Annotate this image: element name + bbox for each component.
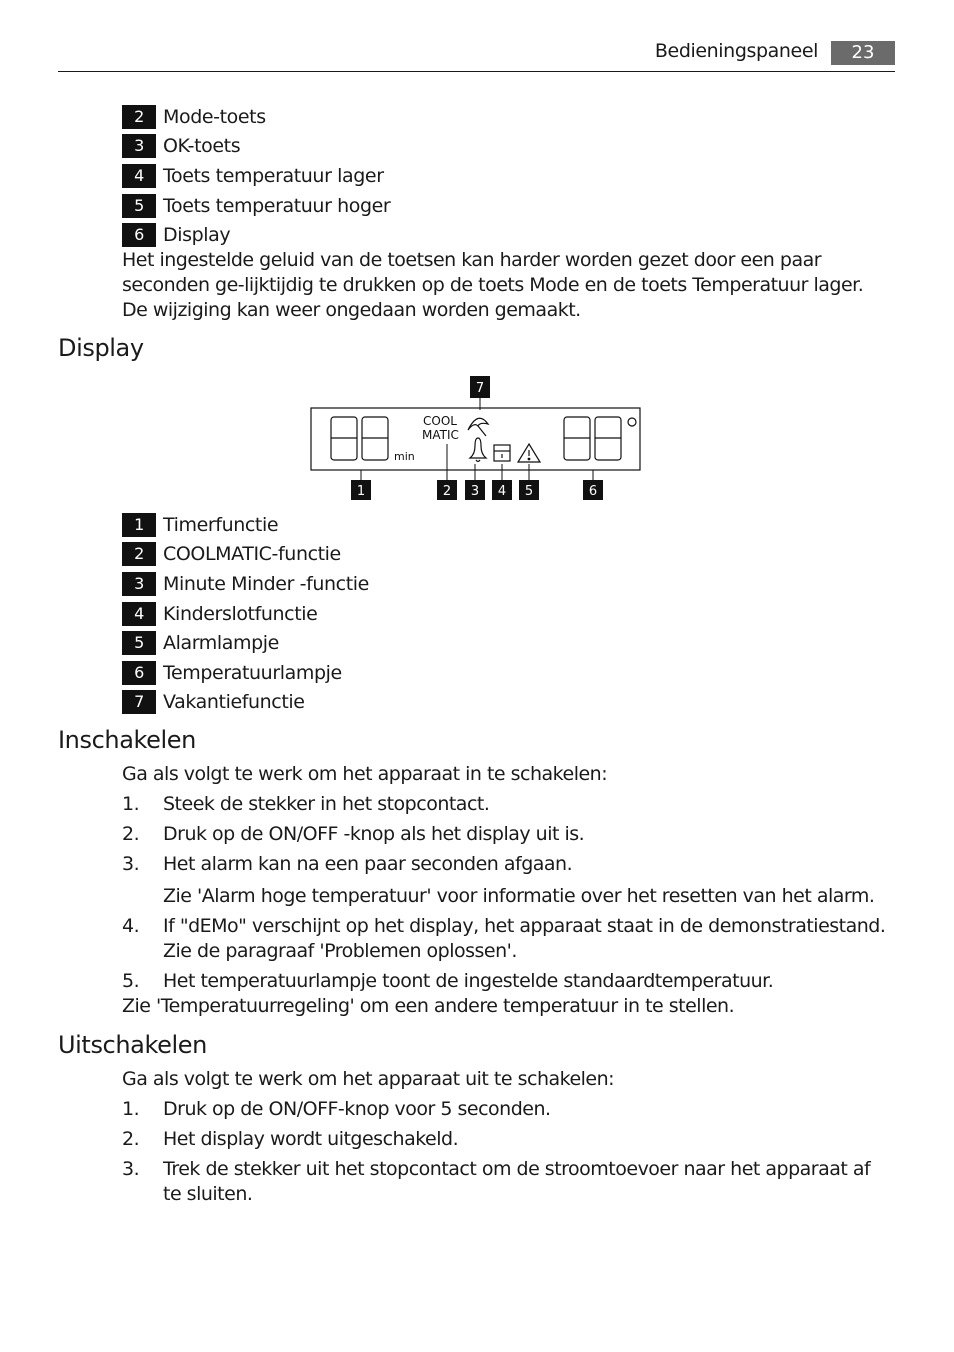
number-badge: 5 [122,194,156,218]
display-legend-list [122,510,369,717]
cool-label: COOL [423,414,457,428]
step-text: Trek de stekker uit het stopcontact om de stroomtoevoer naar het apparaat af te sluiten. [163,1158,871,1205]
list-item-label: Toets temperatuur lager [163,164,384,187]
list-item-label: OK-toets [163,135,241,158]
step-number: 3. [122,853,140,875]
step-text: Druk op de ON/OFF-knop voor 5 seconden. [163,1098,551,1120]
callout-4: 4 [497,484,507,499]
number-badge: 5 [122,631,156,655]
number-badge: 7 [122,690,156,714]
step-number: 2. [122,1128,140,1150]
number-badge: 1 [122,513,156,537]
number-badge: 4 [122,602,156,626]
list-item [122,510,369,540]
list-item-label: Alarmlampje [163,632,279,655]
step-number: 4. [122,915,140,937]
step-item [122,852,892,877]
callout-5: 5 [524,484,534,499]
keys-list [122,102,390,250]
list-item-label: Temperatuurlampje [163,661,342,684]
list-item [122,540,369,570]
step-number: 3. [122,1158,140,1180]
degree-icon [628,418,636,426]
callout-2: 2 [442,484,452,499]
list-item [122,658,369,688]
min-label: min [394,450,415,463]
step-item [122,792,892,817]
list-item [122,628,369,658]
bell-icon [470,438,486,462]
inschakelen-intro: Ga als volgt te werk om het apparaat in te schakelen: [122,763,608,785]
step-number [122,884,163,909]
display-frame [311,408,640,470]
step-number: 2. [122,823,140,845]
step-text: Steek de stekker in het stopcontact. [163,793,490,815]
number-badge: 6 [122,661,156,685]
list-item-label: COOLMATIC-functie [163,543,341,566]
step-text: Druk op de ON/OFF -knop als het display uit is. [163,823,585,845]
section-heading-inschakelen: Inschakelen [58,726,196,754]
callout-1: 1 [356,484,366,499]
number-badge: 3 [122,134,156,158]
uitschakelen-steps [122,1097,892,1207]
callout-3: 3 [470,484,480,499]
step-number: 1. [122,1098,140,1120]
number-badge: 6 [122,223,156,247]
number-badge: 3 [122,572,156,596]
list-item [122,191,390,221]
list-item [122,569,369,599]
inschakelen-steps [122,792,892,994]
step-text: Zie 'Alarm hoge temperatuur' voor informatie over het resetten van het alarm. [163,885,875,907]
list-item [122,132,390,162]
step-item [122,822,892,847]
list-item-label: Display [163,224,231,247]
page-number-badge: 23 [831,41,895,65]
list-item [122,220,390,250]
step-text: Het display wordt uitgeschakeld. [163,1128,459,1150]
list-item-label: Minute Minder -functie [163,572,369,595]
child-lock-icon [494,445,510,461]
display-panel-diagram [300,372,650,504]
list-item-label: Kinderslotfunctie [163,602,318,625]
step-item [122,1127,892,1152]
left-digits [331,417,388,460]
list-item-label: Timerfunctie [163,513,279,536]
right-digits [564,417,636,460]
step-item [122,969,892,994]
callout-6: 6 [588,484,598,499]
list-item [122,688,369,718]
matic-label: MATIC [422,428,459,442]
list-item [122,599,369,629]
number-badge: 2 [122,542,156,566]
number-badge: 4 [122,164,156,188]
list-item-label: Vakantiefunctie [163,691,305,714]
header-section-title: Bedieningspaneel [654,40,818,62]
list-item [122,102,390,132]
step-text: Het alarm kan na een paar seconden afgaan. [163,853,573,875]
list-item-label: Toets temperatuur hoger [163,194,391,217]
step-item [122,1097,892,1122]
section-heading-uitschakelen: Uitschakelen [58,1031,207,1059]
step-item [122,914,892,964]
step-number: 1. [122,793,140,815]
header-divider [58,71,895,72]
list-item [122,161,390,191]
keys-note-paragraph: Het ingestelde geluid van de toetsen kan harder worden gezet door een paar seconden ge-lijktijdig te drukken op de toets Mode en de toets Temperatuur lager. De wijziging kan weer ongedaan worden gemaakt. [122,249,864,321]
umbrella-icon [468,418,488,436]
step-item [122,884,892,909]
callout-7: 7 [475,381,485,396]
list-item-label: Mode-toets [163,105,266,128]
step-number: 5. [122,970,140,992]
step-text: If "dEMo" verschijnt op het display, het apparaat staat in de demonstratiestand. Zie de paragraaf 'Problemen oplossen'. [163,915,886,962]
section-heading-display: Display [58,334,144,362]
step-text: Het temperatuurlampje toont de ingestelde standaardtemperatuur. [163,970,774,992]
number-badge: 2 [122,105,156,129]
warning-icon [518,444,540,462]
uitschakelen-intro: Ga als volgt te werk om het apparaat uit te schakelen: [122,1068,615,1090]
inschakelen-outro: Zie 'Temperatuurregeling' om een andere temperatuur in te stellen. [122,995,735,1017]
step-item [122,1157,892,1207]
